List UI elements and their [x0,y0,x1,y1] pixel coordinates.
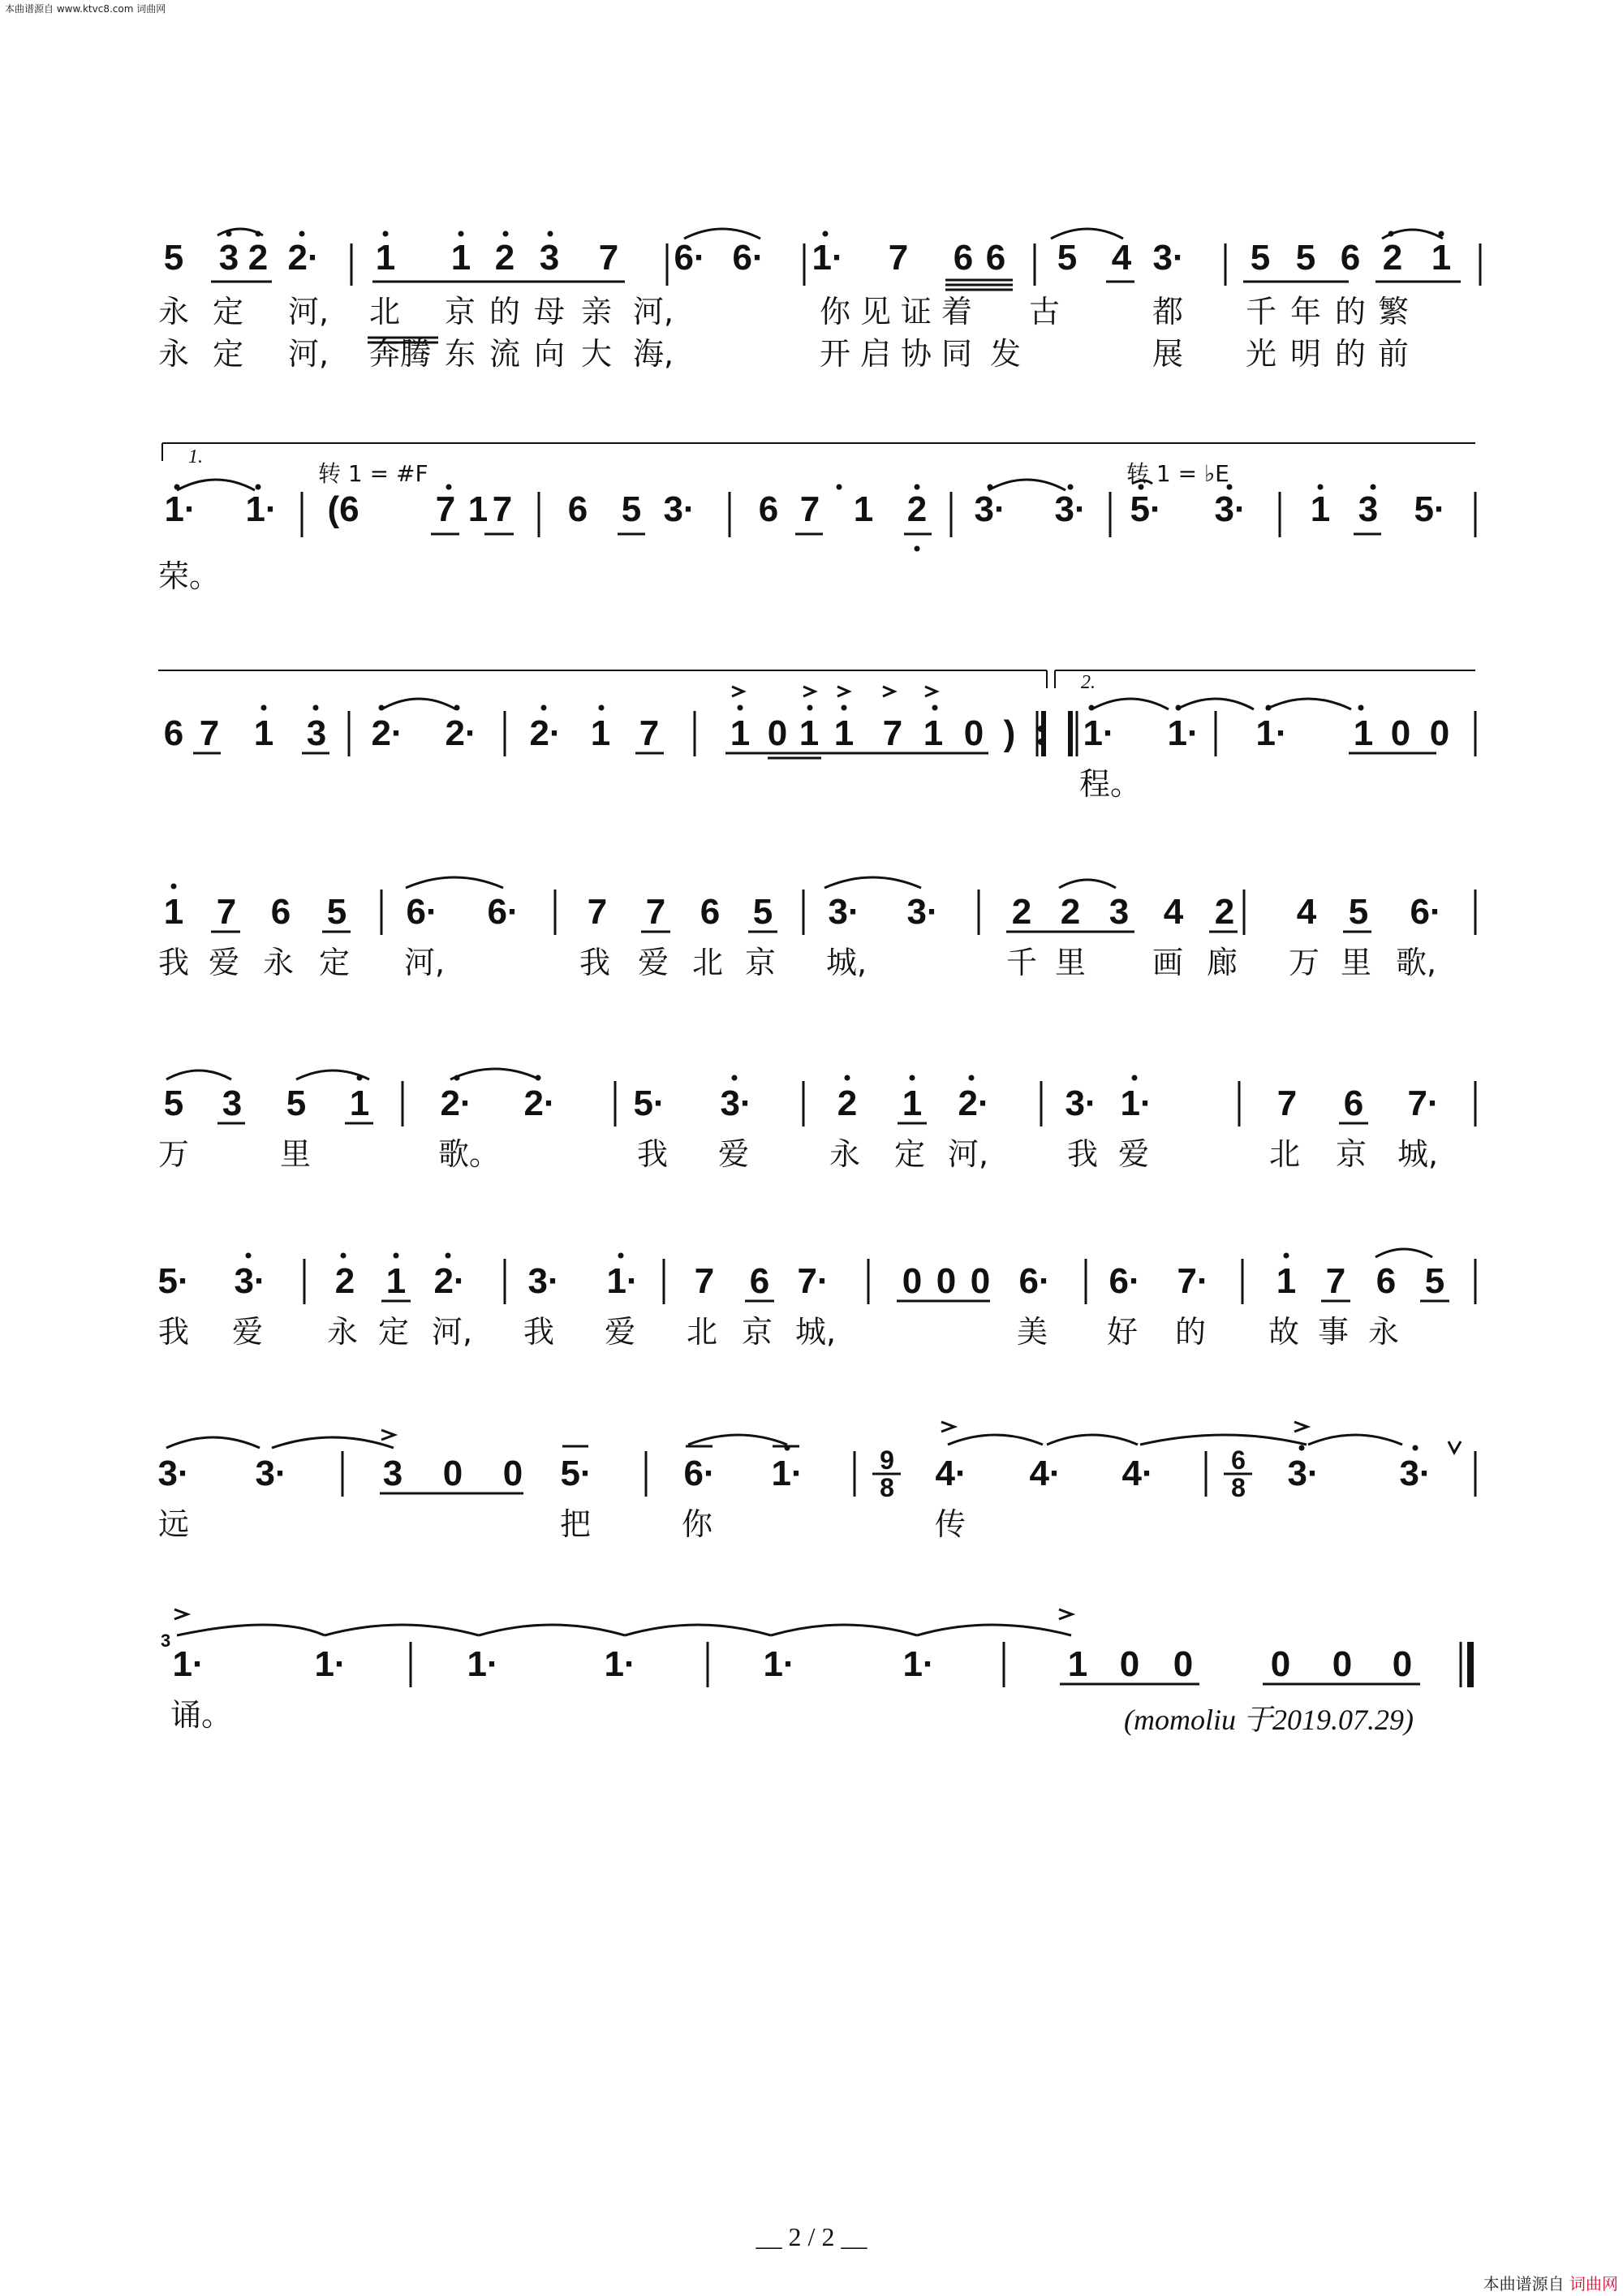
lyric: 前 [1378,336,1410,372]
note: 1· [1083,713,1115,753]
lyric: 荣。 [158,558,221,594]
note: 1· [902,1644,935,1684]
note: 5 [752,892,773,932]
lyric: 程。 [1079,766,1142,802]
note: 2 [1060,892,1081,932]
note: 6· [1109,1261,1141,1301]
lyric: 我 [637,1136,669,1172]
lyric: 的 [1335,336,1367,372]
lyric: 的 [1175,1314,1207,1350]
lyric: 爱 [638,945,669,980]
note: 1 [163,892,184,932]
lyric: 城, [1397,1136,1439,1172]
note: 4 [1296,892,1317,932]
lyric: 定 [378,1314,410,1350]
lyric: 河, [633,294,674,330]
note: 2 [1382,238,1403,278]
lyric: 发 [990,336,1022,372]
lyric: 你 [682,1506,713,1542]
note: 3· [828,892,860,932]
lyric: 繁 [1378,294,1410,330]
note: (6 [327,489,359,529]
note: 1· [763,1644,795,1684]
note: 5 [1295,238,1316,278]
note: 3· [1214,489,1246,529]
note: 7 [799,489,820,529]
lyric: 爱 [232,1314,264,1350]
note: 3· [1399,1454,1431,1493]
note: 1 [923,713,944,753]
lyric: 城, [795,1314,837,1350]
note: 1· [172,1644,204,1684]
lyric: 的 [489,294,521,330]
lyric: 千 [1006,945,1038,980]
note: 7 [216,892,237,932]
lyric: 里 [1341,945,1372,980]
note: 1 [375,238,396,278]
note: 7· [1407,1083,1440,1123]
lyric: 河, [288,294,329,330]
lyric: 京 [1336,1136,1367,1172]
note: 5 [621,489,642,529]
key-change-e-flat: 转 1 = ♭E [1126,460,1229,487]
note: 0 [442,1454,463,1493]
note: 1 [450,238,471,278]
lyric: 把 [560,1506,592,1542]
lyric: 好 [1107,1314,1139,1350]
note: 6· [487,892,519,932]
time-signature-6-8: 6 8 [1231,1445,1246,1502]
lyric: 定 [319,945,351,980]
note: 0 [963,713,984,753]
note: 3 [382,1454,403,1493]
note: 2· [445,713,477,753]
note: 2 [248,238,269,278]
note: 3· [906,892,939,932]
lyric: 里 [1055,945,1087,980]
lyric: 都 [1152,294,1184,330]
volta-first-ending: 1. [188,446,203,467]
note: 0 [1270,1644,1291,1684]
note: 1 [385,1261,407,1301]
score-row-7 [0,1445,1623,1550]
note: 3 [1109,892,1130,932]
note: 1· [467,1644,499,1684]
note: 1· [812,238,844,278]
note: 0 [1173,1644,1194,1684]
note: 4 [1111,238,1132,278]
note: 2 [494,238,515,278]
note: 6 [749,1261,770,1301]
note: 5 [1250,238,1271,278]
note: 7 [598,238,619,278]
note: 5· [633,1083,665,1123]
lyric: 见 [860,294,892,330]
note: 7 [492,489,513,529]
note: 2· [440,1083,472,1123]
score-row-8 [0,1630,1623,1757]
note: 0 [1390,713,1411,753]
lyric: 我 [579,945,611,980]
lyric: 河, [948,1136,989,1172]
lyric: 歌。 [438,1136,501,1172]
note: 0 [1332,1644,1353,1684]
note: 7 [639,713,660,753]
note: 3 [218,238,239,278]
note: 4 [1163,892,1184,932]
score-row-2 [0,446,1623,594]
score-row-5 [0,1083,1623,1180]
note: 1· [604,1644,636,1684]
lyric: 北 [687,1314,718,1350]
note: 7 [435,489,456,529]
lyric: 传 [935,1506,966,1542]
note: 2· [433,1261,466,1301]
lyric: 开 [820,336,851,372]
note: 3· [255,1454,287,1493]
note: 6· [683,1454,716,1493]
note: 1· [1167,713,1199,753]
lyric: 京 [745,945,777,980]
lyric: 你 [820,294,851,330]
note: 3· [234,1261,266,1301]
note: 6 [985,238,1006,278]
key-change-f-sharp: 转 1 = #F [318,460,428,487]
note: 7 [694,1261,715,1301]
note: 2 [1214,892,1235,932]
note: 6 [1343,1083,1364,1123]
note: 3· [1152,238,1185,278]
arranger-signature: (momoliu 于2019.07.29) [1124,1704,1414,1736]
time-signature-9-8: 9 8 [880,1445,894,1502]
note: 1· [1255,713,1288,753]
note: 1 [1067,1644,1088,1684]
lyric: 流 [489,336,521,372]
note: 3 [306,713,327,753]
grace-note: 3 [161,1630,171,1651]
note: 7· [797,1261,829,1301]
note: 4· [1029,1454,1061,1493]
lyric: 河, [288,336,329,372]
note: 6 [700,892,721,932]
note: 1 [467,489,489,529]
note: 1· [1120,1083,1152,1123]
lyric: 京 [742,1314,773,1350]
lyric: 城, [826,945,867,980]
footer-watermark [1483,2271,1618,2294]
lyric: 证 [901,294,932,330]
lyric: 奔腾 [369,336,432,372]
note: 1· [771,1454,803,1493]
note: 6 [1375,1261,1397,1301]
lyric: 光 [1246,336,1277,372]
lyric: 爱 [718,1136,750,1172]
note: 3 [222,1083,243,1123]
note: 6 [758,489,779,529]
note: 1 [1431,238,1452,278]
note: 7 [199,713,220,753]
note: 1 [253,713,274,753]
note: 1 [730,713,751,753]
lyric: 古 [1029,294,1061,330]
note: 7 [882,713,903,753]
score-row-4 [0,891,1623,989]
note: 1 [590,713,611,753]
lyric: 爱 [1118,1136,1150,1172]
note: 3 [539,238,560,278]
lyric: 向 [534,336,566,372]
note: 4· [935,1454,967,1493]
lyric: 事 [1318,1314,1350,1350]
lyric: 同 [941,336,973,372]
lyric: 母 [534,294,566,330]
note: 3· [157,1454,190,1493]
note: 3· [1287,1454,1319,1493]
note: 3· [1065,1083,1097,1123]
note: 5· [1414,489,1446,529]
note: 2· [523,1083,556,1123]
note: 2· [371,713,403,753]
lyric: 北 [692,945,724,980]
page-number: __ 2 / 2 __ [756,2222,867,2251]
note: 6 [567,489,588,529]
lyric: 北 [1269,1136,1301,1172]
lyric: 千 [1246,294,1277,330]
lyric: 大 [581,336,613,372]
lyric: 启 [860,336,892,372]
note: 1· [245,489,278,529]
note: 5 [286,1083,307,1123]
lyric: 的 [1335,294,1367,330]
lyric: 永 [829,1136,861,1172]
note: 7 [888,238,909,278]
lyric: 协 [901,336,932,372]
note: 2· [287,238,320,278]
score-row-6 [0,1260,1623,1358]
note: 1 [799,713,820,753]
note: 2 [837,1083,858,1123]
volta-second-ending: 2. [1081,672,1096,693]
footer-watermark-text: 本曲谱源自 [1483,2274,1565,2294]
note: 6· [674,238,706,278]
note: 0 [970,1261,991,1301]
lyric: 河, [404,945,446,980]
lyric: 万 [158,1136,190,1172]
note: 5· [560,1454,592,1493]
note: 3· [1054,489,1087,529]
lyric: 永 [327,1314,359,1350]
note: 1 [1276,1261,1297,1301]
note: 0 [767,713,788,753]
lyric: 展 [1152,336,1184,372]
lyric: 万 [1289,945,1320,980]
lyric: 爱 [209,945,240,980]
note: 0 [902,1261,923,1301]
lyric: 画 [1152,945,1184,980]
lyric: 东 [445,336,476,372]
note: 5 [163,1083,184,1123]
note: 1 [349,1083,370,1123]
note: 6 [1340,238,1361,278]
note: 2 [334,1261,355,1301]
note: 2 [906,489,928,529]
lyric: 我 [158,945,190,980]
note: 2· [958,1083,990,1123]
lyric: 京 [445,294,476,330]
note: 5· [1130,489,1162,529]
lyric: 美 [1017,1314,1048,1350]
note: 5 [1424,1261,1445,1301]
lyric: 河, [432,1314,473,1350]
note: 5 [326,892,347,932]
note: 2· [529,713,562,753]
note: 7 [1276,1083,1298,1123]
lyric: 北 [369,294,401,330]
note: 1 [833,713,855,753]
lyric: 爱 [605,1314,636,1350]
lyric: 故 [1268,1314,1300,1350]
note: 3· [527,1261,560,1301]
note: 3· [720,1083,752,1123]
lyric: 海, [633,336,674,372]
note: 0 [1119,1644,1140,1684]
note: 1 [1310,489,1331,529]
note: 0 [1429,713,1450,753]
lyric: 亲 [581,294,613,330]
note: 0 [502,1454,523,1493]
note: 1 [853,489,874,529]
note: 6 [163,713,184,753]
lyric: 永 [263,945,295,980]
note: 5· [157,1261,190,1301]
note: 1· [164,489,196,529]
lyric: 歌, [1396,945,1437,980]
footer-watermark-site: 词曲网 [1569,2274,1618,2294]
note: 6 [270,892,291,932]
note: 6· [1018,1261,1051,1301]
lyric: 永 [158,336,190,372]
note: 1 [1353,713,1374,753]
lyric: 年 [1290,294,1322,330]
note: 0 [1392,1644,1413,1684]
note: 5 [163,238,184,278]
lyric: 廊 [1207,945,1238,980]
note: 3 [1358,489,1379,529]
note: 6· [732,238,764,278]
note: 0 [936,1261,957,1301]
note: 7· [1177,1261,1209,1301]
note: 6· [406,892,438,932]
note: 4· [1121,1454,1154,1493]
lyric: 我 [158,1314,190,1350]
note: 7 [1325,1261,1346,1301]
lyric: 远 [158,1506,190,1542]
note: 3· [663,489,695,529]
note: 5 [1057,238,1078,278]
lyric: 定 [213,294,244,330]
lyric: 定 [213,336,244,372]
lyric: 永 [1368,1314,1400,1350]
note: 1· [606,1261,639,1301]
lyric: 着 [941,294,973,330]
lyric: 永 [158,294,190,330]
header-watermark: 本曲谱源自 www.ktvc8.com 词曲网 [5,3,166,15]
lyric: 明 [1290,336,1322,372]
lyric: 诵。 [170,1697,233,1733]
note: 7 [645,892,666,932]
note: 1· [314,1644,347,1684]
note: 1 [902,1083,923,1123]
note: 6 [953,238,974,278]
lyric: 定 [894,1136,926,1172]
note: 2 [1011,892,1032,932]
lyric: 我 [1067,1136,1099,1172]
note: ) [1003,713,1016,753]
score-row-3 [0,672,1623,810]
note: 6· [1410,892,1442,932]
note: 3· [974,489,1006,529]
lyric: 我 [523,1314,555,1350]
score-row-1 [0,237,1623,383]
lyric: 里 [280,1136,312,1172]
note: 5 [1348,892,1369,932]
note: 7 [587,892,608,932]
